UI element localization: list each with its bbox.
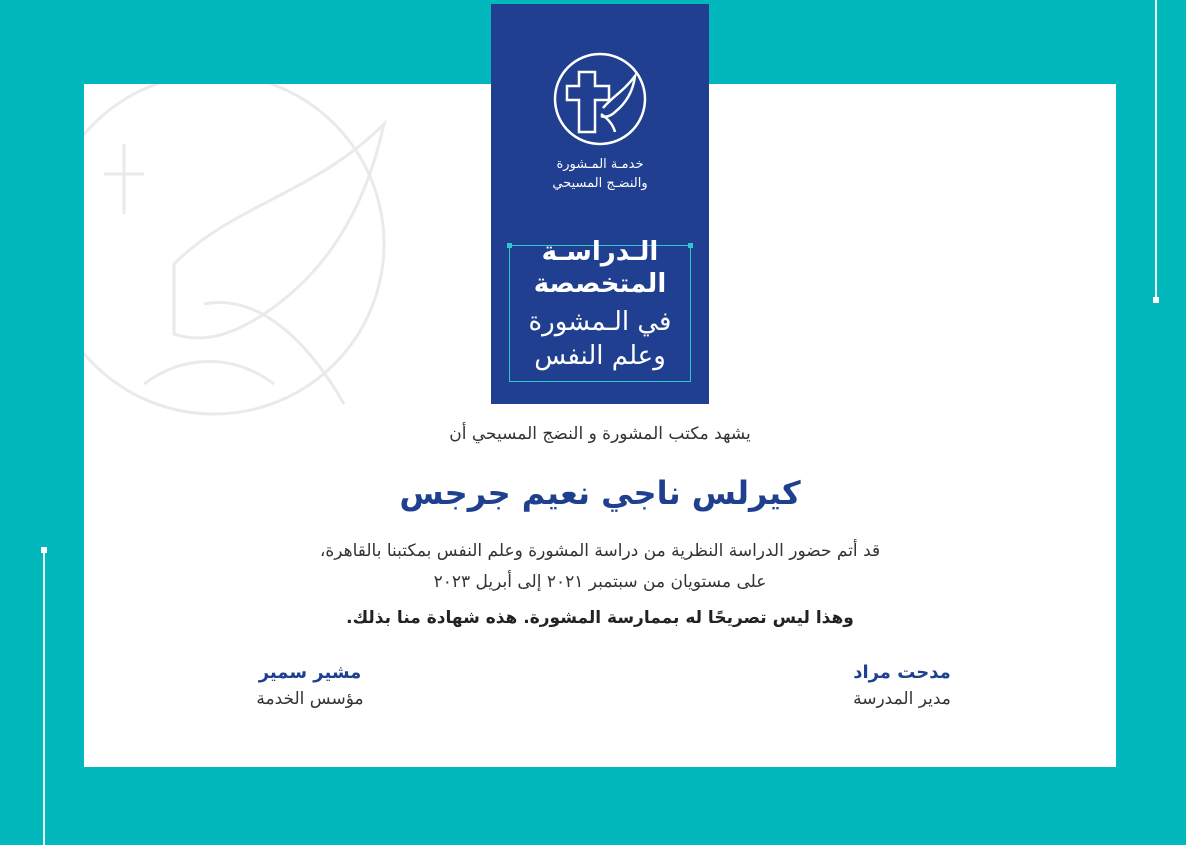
logo-line-1: خدمـة المـشورة: [556, 157, 644, 172]
course-title-line-1: الـدراسـة: [541, 237, 659, 267]
dove-watermark-icon: [84, 84, 414, 444]
signature-right: [812, 662, 992, 709]
certificate-intro: يشهد مكتب المشورة و النضج المسيحي أن: [449, 424, 751, 444]
decorative-dot-right: [1153, 297, 1159, 303]
decorative-dot-left: [41, 547, 47, 553]
recipient-name: كيرلس ناجي نعيم جرجس: [399, 474, 801, 512]
decorative-line-right: [1155, 0, 1157, 300]
course-title-line-4: وعلم النفس: [534, 341, 666, 371]
course-banner: [491, 4, 709, 404]
course-title-line-3: في الـمشورة: [528, 307, 672, 337]
signature-left-name: مشير سمير: [258, 662, 362, 683]
certificate-body-line-1: قد أتم حضور الدراسة النظرية من دراسة المشورة وعلم النفس بمكتبنا بالقاهرة،: [319, 541, 881, 561]
certificate-body-line-2: على مستويان من سبتمبر ٢٠٢١ إلى أبريل ٢٠٢٣: [433, 572, 767, 592]
course-title-line-2: المتخصصة: [533, 269, 667, 299]
signature-left: [220, 662, 400, 709]
signature-right-name: مدحت مراد: [853, 662, 951, 683]
signature-left-role: مؤسس الخدمة: [256, 689, 364, 709]
logo-line-2: والنضـج المسيحي: [552, 176, 648, 191]
decorative-line-left: [43, 550, 45, 845]
certificate-note: وهذا ليس تصريحًا له بممارسة المشورة. هذه شهادة منا بذلك.: [346, 608, 854, 628]
cross-dove-icon: [553, 52, 647, 146]
signature-right-role: مدير المدرسة: [853, 689, 951, 709]
